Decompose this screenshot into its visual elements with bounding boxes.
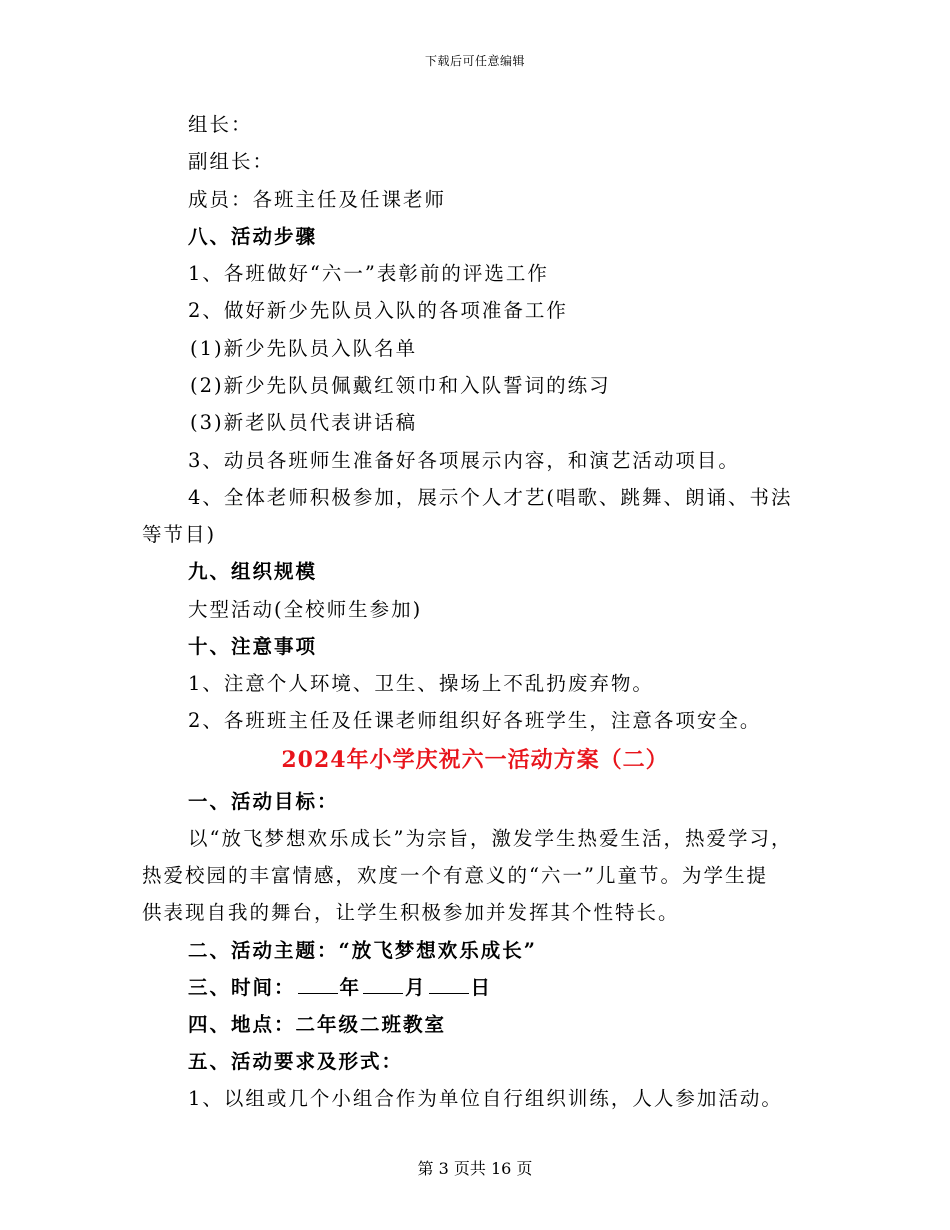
- time-heading: [188, 975, 492, 1001]
- scale-line: 大型活动(全校师生参加): [188, 598, 423, 621]
- goal-para-line-2: 热爱校园的丰富情感，欢度一个有意义的“六一”儿童节。为学生提: [142, 864, 768, 887]
- plan-2-title: 2024年小学庆祝六一活动方案（二）: [281, 747, 669, 773]
- requirements-heading: 五、活动要求及形式：: [188, 1050, 404, 1073]
- section-9-heading: 九、组织规模: [188, 560, 318, 583]
- step-2-item-3: (3)新老队员代表讲话稿: [190, 411, 418, 434]
- step-2-item-1: (1)新少先队员入队名单: [190, 337, 418, 360]
- note-2: 2、各班班主任及任课老师组织好各班学生，注意各项安全。: [188, 709, 762, 732]
- month-blank: [363, 975, 403, 994]
- day-label: 日: [470, 976, 493, 999]
- goal-para-line-1: 以“放飞梦想欢乐成长”为宗旨，激发学生热爱生活，热爱学习，: [188, 827, 793, 850]
- page-footer: 第 3 页共 16 页: [417, 1159, 533, 1178]
- page-header: 下载后可任意编辑: [424, 54, 525, 68]
- goal-para-line-3: 供表现自我的舞台，让学生积极参加并发挥其个性特长。: [142, 901, 680, 924]
- month-label: 月: [405, 976, 427, 999]
- step-2: 2、做好新少先队员入队的各项准备工作: [188, 299, 568, 322]
- time-label: 三、时间：: [188, 976, 296, 999]
- step-3: 3、动员各班师生准备好各项展示内容，和演艺活动项目。: [188, 449, 740, 472]
- section-10-heading: 十、注意事项: [188, 635, 318, 658]
- step-4-line-2: 等节目): [142, 523, 217, 546]
- step-2-item-2: (2)新少先队员佩戴红领巾和入队誓词的练习: [190, 374, 611, 397]
- goal-heading: 一、活动目标：: [188, 790, 339, 813]
- step-4-line-1: 4、全体老师积极参加，展示个人才艺(唱歌、跳舞、朗诵、书法: [188, 486, 793, 509]
- day-blank: [429, 975, 469, 994]
- leader-line: 组长：: [188, 113, 253, 136]
- requirement-1: 1、以组或几个小组合作为单位自行组织训练，人人参加活动。: [188, 1087, 783, 1110]
- vice-leader-line: 副组长：: [188, 150, 275, 173]
- location-heading: 四、地点：二年级二班教室: [188, 1013, 447, 1036]
- section-8-heading: 八、活动步骤: [188, 225, 318, 248]
- year-label: 年: [339, 976, 362, 999]
- step-1: 1、各班做好“六一”表彰前的评选工作: [188, 262, 549, 285]
- year-blank: [298, 975, 338, 994]
- theme-heading: 二、活动主题：“放飞梦想欢乐成长”: [188, 939, 537, 962]
- members-line: 成员：各班主任及任课老师: [188, 188, 447, 211]
- note-1: 1、注意个人环境、卫生、操场上不乱扔废弃物。: [188, 672, 654, 695]
